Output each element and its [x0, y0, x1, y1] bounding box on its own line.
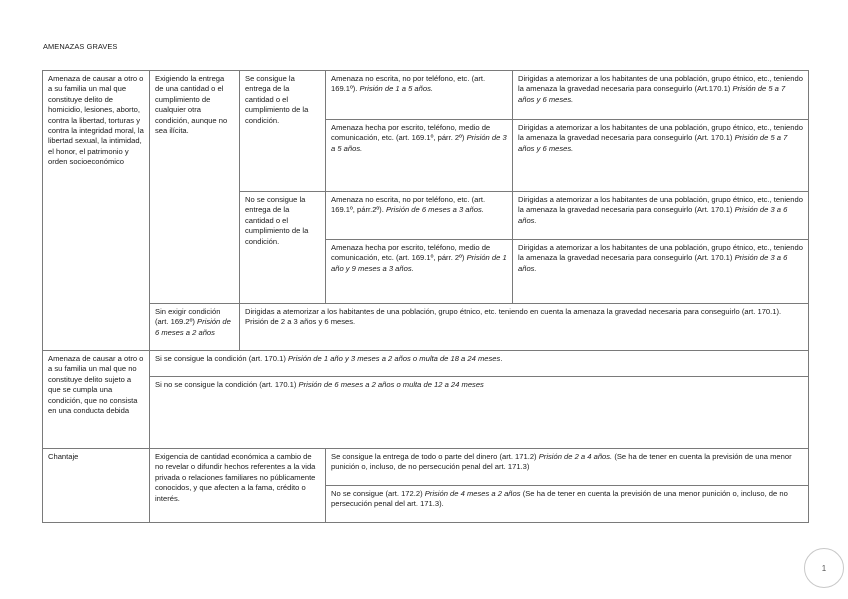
- s4-dirigidas: Dirigidas a atemorizar a los habitantes de una población, grupo étnico, etc., teniendo la amenaza la gravedad necesaria para conseguirlo (Art. 170.1): [518, 243, 803, 263]
- table-row: [43, 71, 809, 120]
- cell-chantaje-consigue: [326, 449, 809, 486]
- s3-dirigidas: Dirigidas a atemorizar a los habitantes de una población, grupo étnico, etc., teniendo la amenaza la gravedad necesaria para conseguirlo (Art. 170.1): [518, 195, 803, 215]
- cell-amenaza-no-delito: Amenaza de causar a otro o a su familia un mal que no constituye delito sujeto a que se cumpla una condición, que no consista en una conducta debida: [43, 351, 150, 449]
- cell-se-consigue: Se consigue la entrega de la cantidad o el cumplimiento de la condición.: [240, 71, 326, 192]
- cell-sin-exigir: [150, 304, 240, 351]
- cell-s2-dirigidas: [513, 120, 809, 192]
- table-row: [43, 304, 809, 351]
- cell-s3-dirigidas: [513, 192, 809, 240]
- s1-dirigidas-pena: Prisión de 5 a 7 años y 6 meses.: [518, 84, 786, 104]
- sin-exigir-pena: Prisión de 6 meses a 2 años: [155, 317, 231, 337]
- cell-s4-dirigidas: [513, 240, 809, 304]
- table-row: [43, 377, 809, 449]
- r2-b-text: Si no se consigue la condición (art. 170.1): [155, 380, 297, 389]
- r3-a-pena: Prisión de 2 a 4 años.: [538, 452, 613, 461]
- cell-s2-tipo: [326, 120, 513, 192]
- s2-pena: Prisión de 3 a 5 años.: [331, 133, 507, 153]
- page-number-badge: [804, 548, 844, 588]
- r2-a-pena: Prisión de 1 año y 3 meses a 2 años o multa de 18 a 24 meses: [287, 354, 501, 363]
- s4-dirigidas-pena: Prisión de 3 a 6 años.: [518, 253, 788, 273]
- page-number: 1: [821, 563, 827, 573]
- s1-pena: Prisión de 1 a 5 años.: [359, 84, 434, 94]
- cell-chantaje-exigencia: Exigencia de cantidad económica a cambio de no revelar o difundir hechos referentes a la vida privada o relaciones familiares no públicamente conocidos, y que afecten a la fama, crédito o interés.: [150, 449, 326, 523]
- cell-si-no-consigue: [150, 377, 809, 449]
- r2-a-text: Si se consigue la condición (art. 170.1): [155, 354, 286, 363]
- table-row: [43, 351, 809, 377]
- s4-text: Amenaza hecha por escrito, teléfono, medio de comunicación, etc. (art. 169.1º, párr. 2º): [331, 243, 491, 263]
- r3-a-text: Se consigue la entrega de todo o parte del dinero (art. 171.2): [331, 452, 537, 461]
- page-title: AMENAZAS GRAVES: [43, 42, 118, 51]
- s3-text: Amenaza no escrita, no por teléfono, etc. (art. 169.1º, párr.2º).: [331, 195, 486, 215]
- sin-exigir-text: Sin exigir condición (art. 169.2º): [155, 307, 221, 327]
- cell-si-consigue: Si se consigue la condición (art. 170.1) Prisión de 1 año y 3 meses a 2 años o multa de 18 a 24 meses.: [150, 351, 809, 377]
- s3-dirigidas-pena: Prisión de 3 a 6 años.: [518, 205, 788, 225]
- cell-s4-tipo: [326, 240, 513, 304]
- cell-s3-tipo: [326, 192, 513, 240]
- s1-dirigidas: Dirigidas a atemorizar a los habitantes de una población, grupo étnico, etc., teniendo la amenaza la gravedad necesaria para conseguirlo (Art.170.1): [518, 74, 803, 94]
- r3-a-nota: (Se ha de tener en cuenta la previsión de una menor punición o, incluso, de no persecución penal del art. 171.3): [331, 452, 792, 472]
- r3-b-nota: (Se ha de tener en cuenta la previsión de una menor punición o, incluso, de no persecución penal del art. 171.3).: [331, 489, 788, 509]
- cell-chantaje: Chantaje: [43, 449, 150, 523]
- amenazas-table: [42, 70, 809, 523]
- s1-text: Amenaza no escrita, no por teléfono, etc. (art. 169.1º).: [331, 74, 486, 94]
- cell-s1-tipo: [326, 71, 513, 120]
- r3-b-text: No se consigue (art. 172.2): [331, 489, 423, 498]
- cell-s1-dirigidas: [513, 71, 809, 120]
- s4-pena: Prisión de 1 año y 9 meses a 3 años.: [331, 253, 507, 273]
- s3-pena: Prisión de 6 meses a 3 años.: [385, 205, 484, 215]
- s2-dirigidas: Dirigidas a atemorizar a los habitantes de una población, grupo étnico, etc., teniendo la amenaza la gravedad necesaria para conseguirlo (Art. 170.1): [518, 123, 803, 143]
- cell-amenaza-delito: Amenaza de causar a otro o a su familia un mal que constituye delito de homicidio, lesiones, aborto, contra la libertad, torturas y contra la integridad moral, la libertad sexual, la intimidad, el honor, el patrimonio y orden socioeconómico: [43, 71, 150, 351]
- cell-no-se-consigue: No se consigue la entrega de la cantidad o el cumplimiento de la condición.: [240, 192, 326, 304]
- cell-sin-exigir-dirigidas: Dirigidas a atemorizar a los habitantes de una población, grupo étnico, etc. teniendo en cuenta la amenaza la gravedad necesaria para conseguirlo (art. 170.1). Prisión de 2 a 3 años y 6 meses.: [240, 304, 809, 351]
- s2-text: Amenaza hecha por escrito, teléfono, medio de comunicación, etc. (art. 169.1º, párr. 2º): [331, 123, 491, 143]
- r2-b-pena: Prisión de 6 meses a 2 años o multa de 12 a 24 meses: [298, 380, 484, 389]
- cell-chantaje-no-consigue: [326, 486, 809, 523]
- table-row: [43, 449, 809, 486]
- cell-exigiendo-entrega: Exigiendo la entrega de una cantidad o el cumplimiento de cualquier otra condición, aunque no sea ilícita.: [150, 71, 240, 304]
- s2-dirigidas-pena: Prisión de 5 a 7 años y 6 meses.: [518, 133, 788, 153]
- r3-b-pena: Prisión de 4 meses a 2 años: [424, 489, 521, 498]
